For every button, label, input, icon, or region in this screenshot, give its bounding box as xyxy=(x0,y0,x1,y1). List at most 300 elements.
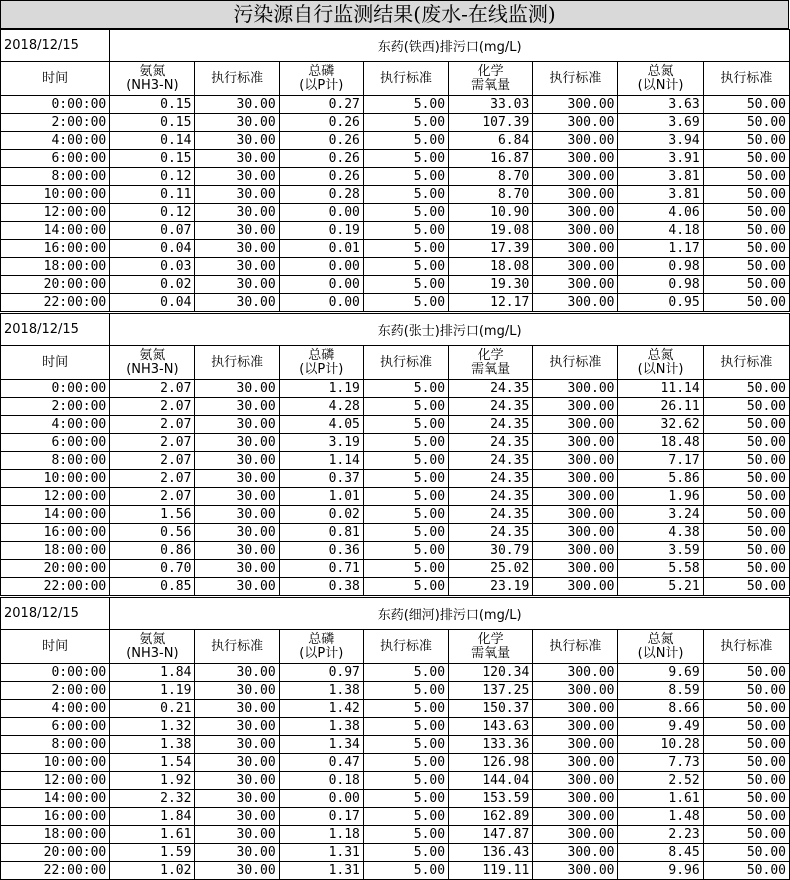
value-cell: 50.00 xyxy=(703,186,789,204)
value-cell: 30.00 xyxy=(195,700,279,718)
column-header xyxy=(110,630,195,664)
column-header-line2: (NH3-N) xyxy=(126,77,179,93)
value-cell: 5.00 xyxy=(363,222,448,240)
time-cell: 8:00:00 xyxy=(1,736,110,754)
value-cell: 30.00 xyxy=(195,506,279,524)
time-cell: 10:00:00 xyxy=(1,754,110,772)
table-row xyxy=(1,754,790,772)
value-cell: 8.66 xyxy=(618,700,703,718)
column-header xyxy=(703,630,789,664)
value-cell: 30.00 xyxy=(195,470,279,488)
time-cell: 8:00:00 xyxy=(1,452,110,470)
time-cell: 6:00:00 xyxy=(1,718,110,736)
value-cell: 1.34 xyxy=(279,736,363,754)
value-cell: 300.00 xyxy=(533,754,618,772)
value-cell: 30.00 xyxy=(195,150,279,168)
value-cell: 0.11 xyxy=(110,186,195,204)
time-cell: 16:00:00 xyxy=(1,808,110,826)
time-cell: 0:00:00 xyxy=(1,380,110,398)
value-cell: 2.07 xyxy=(110,380,195,398)
value-cell: 30.00 xyxy=(195,682,279,700)
value-cell: 30.00 xyxy=(195,96,279,114)
value-cell: 5.00 xyxy=(363,506,448,524)
value-cell: 300.00 xyxy=(533,222,618,240)
value-cell: 30.00 xyxy=(195,276,279,294)
value-cell: 1.18 xyxy=(279,826,363,844)
value-cell: 300.00 xyxy=(533,862,618,880)
value-cell: 300.00 xyxy=(533,664,618,682)
time-cell: 22:00:00 xyxy=(1,862,110,880)
value-cell: 0.47 xyxy=(279,754,363,772)
table-row xyxy=(1,240,790,258)
value-cell: 1.02 xyxy=(110,862,195,880)
value-cell: 1.59 xyxy=(110,844,195,862)
value-cell: 5.00 xyxy=(363,682,448,700)
value-cell: 5.00 xyxy=(363,754,448,772)
value-cell: 24.35 xyxy=(449,434,533,452)
value-cell: 1.96 xyxy=(618,488,703,506)
value-cell: 2.07 xyxy=(110,434,195,452)
column-header-line1: 时间 xyxy=(42,354,69,370)
value-cell: 5.00 xyxy=(363,736,448,754)
column-header-line2: (NH3-N) xyxy=(126,361,179,377)
value-cell: 30.00 xyxy=(195,826,279,844)
value-cell: 50.00 xyxy=(703,826,789,844)
value-cell: 1.32 xyxy=(110,718,195,736)
value-cell: 0.98 xyxy=(618,258,703,276)
column-header-line1: 执行标准 xyxy=(211,638,264,654)
value-cell: 24.35 xyxy=(449,380,533,398)
value-cell: 0.00 xyxy=(279,204,363,222)
time-cell: 4:00:00 xyxy=(1,700,110,718)
value-cell: 0.15 xyxy=(110,114,195,132)
time-cell: 4:00:00 xyxy=(1,132,110,150)
value-cell: 137.25 xyxy=(449,682,533,700)
table-row xyxy=(1,808,790,826)
value-cell: 1.48 xyxy=(618,808,703,826)
value-cell: 1.38 xyxy=(279,718,363,736)
value-cell: 2.07 xyxy=(110,452,195,470)
time-cell: 12:00:00 xyxy=(1,204,110,222)
value-cell: 50.00 xyxy=(703,114,789,132)
table-row xyxy=(1,114,790,132)
column-header-line1: 总磷 xyxy=(308,63,335,79)
value-cell: 8.70 xyxy=(449,168,533,186)
value-cell: 50.00 xyxy=(703,542,789,560)
value-cell: 300.00 xyxy=(533,826,618,844)
value-cell: 3.69 xyxy=(618,114,703,132)
time-cell: 16:00:00 xyxy=(1,240,110,258)
value-cell: 4.38 xyxy=(618,524,703,542)
value-cell: 5.00 xyxy=(363,240,448,258)
value-cell: 5.00 xyxy=(363,560,448,578)
value-cell: 30.00 xyxy=(195,736,279,754)
value-cell: 5.00 xyxy=(363,380,448,398)
time-cell: 8:00:00 xyxy=(1,168,110,186)
value-cell: 50.00 xyxy=(703,150,789,168)
value-cell: 5.00 xyxy=(363,434,448,452)
value-cell: 30.00 xyxy=(195,578,279,596)
value-cell: 50.00 xyxy=(703,96,789,114)
value-cell: 0.26 xyxy=(279,150,363,168)
value-cell: 3.91 xyxy=(618,150,703,168)
table-row xyxy=(1,470,790,488)
value-cell: 3.59 xyxy=(618,542,703,560)
value-cell: 5.00 xyxy=(363,808,448,826)
value-cell: 0.36 xyxy=(279,542,363,560)
value-cell: 0.00 xyxy=(279,790,363,808)
value-cell: 133.36 xyxy=(449,736,533,754)
value-cell: 300.00 xyxy=(533,380,618,398)
value-cell: 300.00 xyxy=(533,204,618,222)
value-cell: 3.63 xyxy=(618,96,703,114)
value-cell: 300.00 xyxy=(533,682,618,700)
value-cell: 50.00 xyxy=(703,258,789,276)
time-cell: 6:00:00 xyxy=(1,434,110,452)
section-title: 东药(张士)排污口(mg/L) xyxy=(110,314,790,346)
column-header-line1: 化学 xyxy=(477,63,504,79)
value-cell: 32.62 xyxy=(618,416,703,434)
value-cell: 0.07 xyxy=(110,222,195,240)
value-cell: 300.00 xyxy=(533,578,618,596)
value-cell: 30.00 xyxy=(195,222,279,240)
value-cell: 8.59 xyxy=(618,682,703,700)
column-header-line1: 执行标准 xyxy=(379,70,432,86)
value-cell: 5.00 xyxy=(363,772,448,790)
table-row xyxy=(1,416,790,434)
value-cell: 5.00 xyxy=(363,826,448,844)
value-cell: 144.04 xyxy=(449,772,533,790)
value-cell: 126.98 xyxy=(449,754,533,772)
value-cell: 0.85 xyxy=(110,578,195,596)
column-header-line2: (以N计) xyxy=(637,361,684,377)
table-row xyxy=(1,398,790,416)
column-header-line1: 总氮 xyxy=(647,347,674,363)
value-cell: 50.00 xyxy=(703,488,789,506)
time-cell: 10:00:00 xyxy=(1,186,110,204)
value-cell: 4.05 xyxy=(279,416,363,434)
time-cell: 22:00:00 xyxy=(1,294,110,312)
value-cell: 23.19 xyxy=(449,578,533,596)
time-cell: 0:00:00 xyxy=(1,664,110,682)
value-cell: 1.19 xyxy=(110,682,195,700)
value-cell: 50.00 xyxy=(703,524,789,542)
time-cell: 12:00:00 xyxy=(1,772,110,790)
value-cell: 18.48 xyxy=(618,434,703,452)
value-cell: 0.38 xyxy=(279,578,363,596)
table-row xyxy=(1,524,790,542)
value-cell: 9.69 xyxy=(618,664,703,682)
value-cell: 1.56 xyxy=(110,506,195,524)
column-header xyxy=(279,62,363,96)
value-cell: 5.00 xyxy=(363,862,448,880)
column-header-line1: 执行标准 xyxy=(379,638,432,654)
value-cell: 24.35 xyxy=(449,452,533,470)
value-cell: 30.00 xyxy=(195,398,279,416)
column-header xyxy=(449,62,533,96)
value-cell: 17.39 xyxy=(449,240,533,258)
value-cell: 30.00 xyxy=(195,718,279,736)
value-cell: 300.00 xyxy=(533,700,618,718)
value-cell: 50.00 xyxy=(703,222,789,240)
value-cell: 1.42 xyxy=(279,700,363,718)
value-cell: 300.00 xyxy=(533,790,618,808)
value-cell: 30.00 xyxy=(195,452,279,470)
value-cell: 24.35 xyxy=(449,506,533,524)
table-row xyxy=(1,96,790,114)
value-cell: 30.00 xyxy=(195,844,279,862)
column-header xyxy=(618,346,703,380)
value-cell: 50.00 xyxy=(703,578,789,596)
time-cell: 20:00:00 xyxy=(1,844,110,862)
value-cell: 300.00 xyxy=(533,736,618,754)
value-cell: 2.07 xyxy=(110,416,195,434)
value-cell: 300.00 xyxy=(533,470,618,488)
value-cell: 4.06 xyxy=(618,204,703,222)
value-cell: 5.58 xyxy=(618,560,703,578)
value-cell: 30.00 xyxy=(195,664,279,682)
column-header-line1: 执行标准 xyxy=(211,354,264,370)
value-cell: 300.00 xyxy=(533,416,618,434)
value-cell: 24.35 xyxy=(449,524,533,542)
table-row xyxy=(1,826,790,844)
column-header xyxy=(703,62,789,96)
time-cell: 2:00:00 xyxy=(1,398,110,416)
value-cell: 150.37 xyxy=(449,700,533,718)
value-cell: 30.00 xyxy=(195,772,279,790)
table-row xyxy=(1,204,790,222)
value-cell: 0.14 xyxy=(110,132,195,150)
value-cell: 5.00 xyxy=(363,150,448,168)
value-cell: 19.30 xyxy=(449,276,533,294)
table-row xyxy=(1,700,790,718)
table-row xyxy=(1,862,790,880)
value-cell: 30.79 xyxy=(449,542,533,560)
column-header xyxy=(703,346,789,380)
column-header xyxy=(1,630,110,664)
value-cell: 0.00 xyxy=(279,294,363,312)
value-cell: 0.00 xyxy=(279,276,363,294)
column-header xyxy=(363,346,448,380)
value-cell: 300.00 xyxy=(533,186,618,204)
column-header-line1: 化学 xyxy=(477,631,504,647)
table-row xyxy=(1,258,790,276)
value-cell: 0.04 xyxy=(110,294,195,312)
value-cell: 3.81 xyxy=(618,168,703,186)
value-cell: 50.00 xyxy=(703,380,789,398)
value-cell: 0.28 xyxy=(279,186,363,204)
value-cell: 5.00 xyxy=(363,416,448,434)
column-header-line2: (以N计) xyxy=(637,77,684,93)
value-cell: 0.97 xyxy=(279,664,363,682)
table-row xyxy=(1,294,790,312)
value-cell: 50.00 xyxy=(703,844,789,862)
value-cell: 4.18 xyxy=(618,222,703,240)
value-cell: 1.84 xyxy=(110,808,195,826)
value-cell: 0.81 xyxy=(279,524,363,542)
column-header-line1: 氨氮 xyxy=(139,631,166,647)
table-row xyxy=(1,150,790,168)
table-row xyxy=(1,452,790,470)
value-cell: 1.14 xyxy=(279,452,363,470)
section-title: 东药(铁西)排污口(mg/L) xyxy=(110,30,790,62)
column-header xyxy=(1,62,110,96)
value-cell: 50.00 xyxy=(703,560,789,578)
value-cell: 50.00 xyxy=(703,470,789,488)
value-cell: 0.00 xyxy=(279,258,363,276)
section-table xyxy=(0,29,790,312)
value-cell: 50.00 xyxy=(703,664,789,682)
column-header-line1: 总氮 xyxy=(647,63,674,79)
value-cell: 50.00 xyxy=(703,736,789,754)
value-cell: 300.00 xyxy=(533,542,618,560)
value-cell: 1.17 xyxy=(618,240,703,258)
time-cell: 6:00:00 xyxy=(1,150,110,168)
table-row xyxy=(1,560,790,578)
column-header-line1: 执行标准 xyxy=(720,354,773,370)
table-row xyxy=(1,578,790,596)
value-cell: 12.17 xyxy=(449,294,533,312)
value-cell: 5.00 xyxy=(363,700,448,718)
value-cell: 30.00 xyxy=(195,790,279,808)
time-cell: 0:00:00 xyxy=(1,96,110,114)
value-cell: 50.00 xyxy=(703,718,789,736)
value-cell: 0.02 xyxy=(279,506,363,524)
value-cell: 2.07 xyxy=(110,398,195,416)
value-cell: 300.00 xyxy=(533,398,618,416)
value-cell: 0.37 xyxy=(279,470,363,488)
value-cell: 2.07 xyxy=(110,488,195,506)
value-cell: 3.19 xyxy=(279,434,363,452)
value-cell: 50.00 xyxy=(703,132,789,150)
value-cell: 0.15 xyxy=(110,96,195,114)
value-cell: 0.15 xyxy=(110,150,195,168)
section-title: 东药(细河)排污口(mg/L) xyxy=(110,598,790,630)
column-header xyxy=(449,346,533,380)
value-cell: 1.31 xyxy=(279,844,363,862)
value-cell: 50.00 xyxy=(703,506,789,524)
table-row xyxy=(1,380,790,398)
column-header xyxy=(533,62,618,96)
value-cell: 50.00 xyxy=(703,772,789,790)
value-cell: 50.00 xyxy=(703,204,789,222)
column-header xyxy=(279,630,363,664)
value-cell: 300.00 xyxy=(533,258,618,276)
column-header-line2: 需氧量 xyxy=(471,645,511,661)
column-header-line2: (以N计) xyxy=(637,645,684,661)
value-cell: 50.00 xyxy=(703,808,789,826)
value-cell: 300.00 xyxy=(533,844,618,862)
value-cell: 5.00 xyxy=(363,524,448,542)
column-header-line2: (NH3-N) xyxy=(126,645,179,661)
time-cell: 20:00:00 xyxy=(1,276,110,294)
table-row xyxy=(1,736,790,754)
table-row xyxy=(1,682,790,700)
value-cell: 5.00 xyxy=(363,398,448,416)
column-header-line1: 执行标准 xyxy=(549,638,602,654)
value-cell: 1.61 xyxy=(618,790,703,808)
value-cell: 30.00 xyxy=(195,168,279,186)
value-cell: 16.87 xyxy=(449,150,533,168)
value-cell: 300.00 xyxy=(533,96,618,114)
value-cell: 300.00 xyxy=(533,276,618,294)
section-table xyxy=(0,597,790,880)
value-cell: 5.00 xyxy=(363,186,448,204)
column-header-line1: 执行标准 xyxy=(379,354,432,370)
value-cell: 24.35 xyxy=(449,398,533,416)
time-cell: 12:00:00 xyxy=(1,488,110,506)
table-row xyxy=(1,844,790,862)
value-cell: 5.00 xyxy=(363,790,448,808)
section-table xyxy=(0,313,790,596)
table-row xyxy=(1,790,790,808)
value-cell: 10.28 xyxy=(618,736,703,754)
value-cell: 30.00 xyxy=(195,754,279,772)
value-cell: 2.52 xyxy=(618,772,703,790)
value-cell: 2.07 xyxy=(110,470,195,488)
value-cell: 50.00 xyxy=(703,398,789,416)
column-header xyxy=(533,346,618,380)
section-date: 2018/12/15 xyxy=(1,598,110,630)
column-header xyxy=(279,346,363,380)
value-cell: 24.35 xyxy=(449,470,533,488)
value-cell: 50.00 xyxy=(703,790,789,808)
value-cell: 50.00 xyxy=(703,452,789,470)
column-header-line2: (以P计) xyxy=(299,361,344,377)
value-cell: 50.00 xyxy=(703,434,789,452)
value-cell: 30.00 xyxy=(195,434,279,452)
table-row xyxy=(1,276,790,294)
value-cell: 3.81 xyxy=(618,186,703,204)
value-cell: 0.26 xyxy=(279,132,363,150)
value-cell: 30.00 xyxy=(195,204,279,222)
column-header xyxy=(618,630,703,664)
value-cell: 9.49 xyxy=(618,718,703,736)
column-header-line1: 化学 xyxy=(477,347,504,363)
column-header-line1: 氨氮 xyxy=(139,347,166,363)
value-cell: 3.94 xyxy=(618,132,703,150)
value-cell: 30.00 xyxy=(195,380,279,398)
time-cell: 20:00:00 xyxy=(1,560,110,578)
value-cell: 3.24 xyxy=(618,506,703,524)
value-cell: 0.95 xyxy=(618,294,703,312)
section-date: 2018/12/15 xyxy=(1,30,110,62)
value-cell: 1.19 xyxy=(279,380,363,398)
time-cell: 2:00:00 xyxy=(1,114,110,132)
column-header-line1: 氨氮 xyxy=(139,63,166,79)
column-header-line2: (以P计) xyxy=(299,77,344,93)
value-cell: 5.00 xyxy=(363,718,448,736)
value-cell: 30.00 xyxy=(195,542,279,560)
value-cell: 0.19 xyxy=(279,222,363,240)
value-cell: 8.70 xyxy=(449,186,533,204)
column-header-line2: (以P计) xyxy=(299,645,344,661)
value-cell: 2.32 xyxy=(110,790,195,808)
value-cell: 30.00 xyxy=(195,488,279,506)
value-cell: 5.00 xyxy=(363,578,448,596)
value-cell: 300.00 xyxy=(533,506,618,524)
value-cell: 50.00 xyxy=(703,862,789,880)
value-cell: 300.00 xyxy=(533,114,618,132)
value-cell: 30.00 xyxy=(195,240,279,258)
time-cell: 14:00:00 xyxy=(1,506,110,524)
time-cell: 10:00:00 xyxy=(1,470,110,488)
value-cell: 1.38 xyxy=(279,682,363,700)
value-cell: 30.00 xyxy=(195,132,279,150)
table-row xyxy=(1,186,790,204)
column-header-line1: 时间 xyxy=(42,70,69,86)
table-row xyxy=(1,222,790,240)
